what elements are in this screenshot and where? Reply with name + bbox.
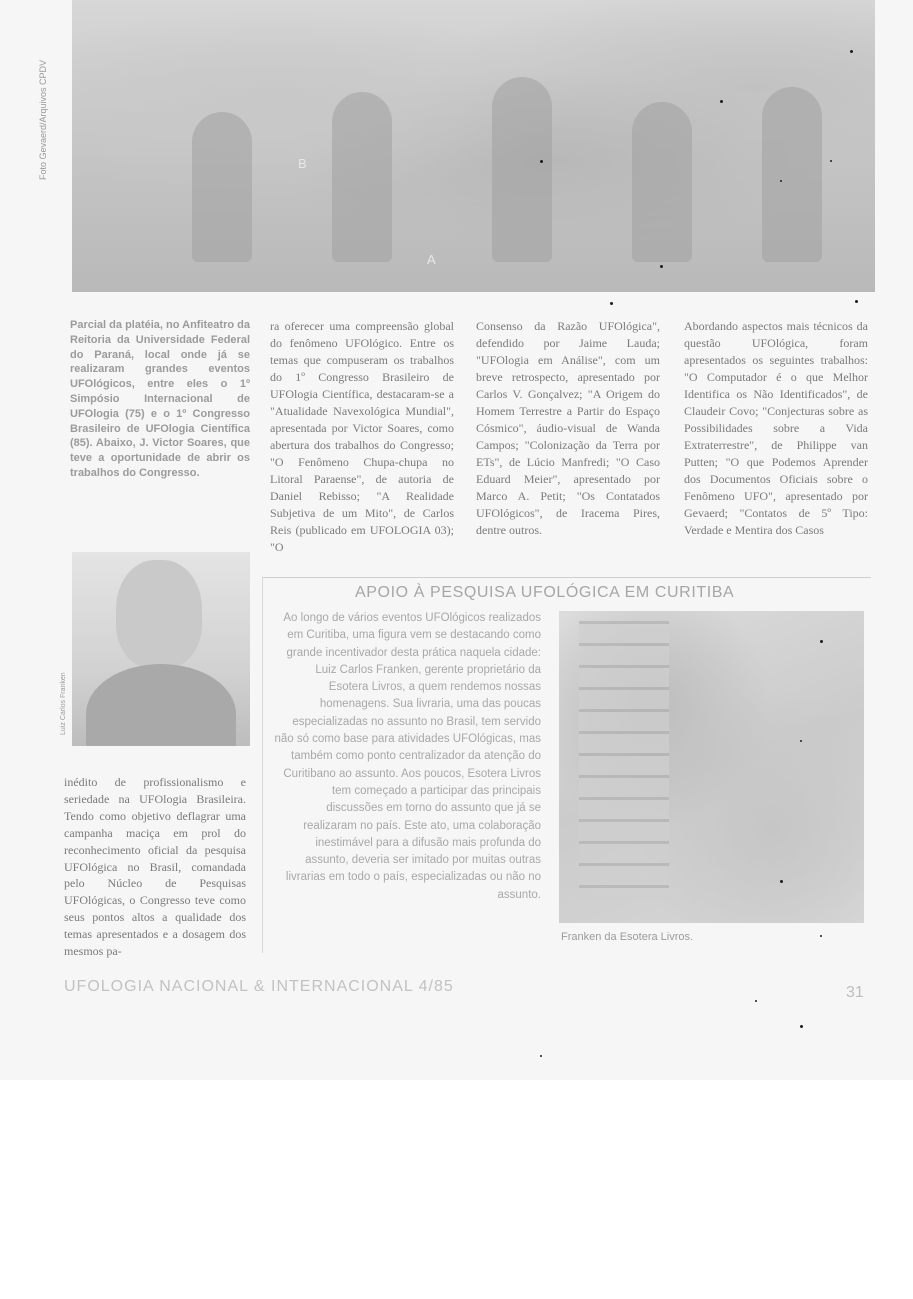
bookstore-photo — [559, 611, 864, 923]
box-title: APOIO À PESQUISA UFOLÓGICA EM CURITIBA — [355, 584, 735, 601]
audience-figure — [632, 102, 692, 262]
portrait-photo — [72, 552, 250, 746]
seat-label-a: A — [427, 252, 436, 267]
bookshelf — [579, 621, 669, 901]
article-column-3: Consenso da Razão UFOlógica", defendido por Jaime Lauda; "UFOlogia em Análise", com um breve retrospecto, apresentado por Carlos V. Gonçalvez; "A Origem do Homem Terrestre a Partir do Espaço Cósmico", áudio-visual de Wanda Campos; "Colonização da Terra por ETs", de Lúcio Manfredi; "O Caso Eduard Meier", apresentado por Marco A. Petit; "Os Contatados UFOlógicos", de Iracema Pires, dentre outros. — [476, 319, 660, 537]
scan-speck — [800, 1025, 803, 1028]
scan-speck — [780, 880, 783, 883]
scan-speck — [820, 935, 822, 937]
portrait-body — [86, 664, 236, 746]
scan-speck — [540, 1055, 542, 1057]
photo-caption: Parcial da platéia, no Anfiteatro da Reitoria da Universidade Federal do Paraná, local onde já se realizaram grandes eventos UFOlógicos, entre eles o 1º Simpósio Internacional de UFOlogia (75) e o 1º Congresso Brasileiro de UFOlogia Científica (85). Abaixo, J. Victor Soares, que teve a oportunidade de abrir os trabalhos do Congresso. — [70, 319, 250, 479]
scan-speck — [780, 180, 782, 182]
portrait-head — [116, 560, 202, 668]
scan-speck — [660, 265, 663, 268]
box-body: Ao longo de vários eventos UFOlógicos realizados em Curitiba, uma figura vem se destacando como grande incentivador desta prática naquela cidade: Luiz Carlos Franken, gerente proprietário da Esotera Livros, a quem rendemos nossas homenagens. Sua livraria, uma das poucas especializadas no assunto no Brasil, tem servido não só como base para atividades UFOlógicas, mas também como ponto centralizador da atenção do Curitibano ao assunto. Aos poucos, Esotera Livros tem começado a participar das principais discussões em torno do assunto que já se realizaram no país. Este ato, uma colaboração inestimável para a difusão mais profunda do assunto, deveria ser imitado por muitas outras livrarias em todo o país, especializadas ou não no assunto. — [274, 612, 541, 901]
audience-figure — [492, 77, 552, 262]
scan-speck — [540, 160, 543, 163]
scan-speck — [755, 1000, 757, 1002]
seat-label-b: B — [298, 156, 307, 171]
scan-speck — [820, 640, 823, 643]
audience-figure — [762, 87, 822, 262]
scan-speck — [830, 160, 832, 162]
scan-speck — [855, 300, 858, 303]
auditorium-photo — [72, 0, 875, 292]
audience-figure — [192, 112, 252, 262]
magazine-footer: UFOLOGIA NACIONAL & INTERNACIONAL 4/85 — [64, 978, 454, 995]
article-lower-left-column: inédito de profissionalismo e seriedade na UFOlogia Brasileira. Tendo como objetivo deflagrar uma campanha maciça em prol do reconhecimento oficial da pesquisa UFOlógica no Brasil, comandada pelo Núcleo de Pesquisas UFOlógicas, o Congresso teve como seus pontos altos a qualidade dos temas apresentados e a dosagem dos mesmos pa- — [64, 775, 246, 959]
photo-credit: Foto Gevaerd/Arquivos CPDV — [38, 59, 48, 180]
scan-speck — [610, 302, 613, 305]
scan-speck — [850, 50, 853, 53]
scan-speck — [800, 740, 802, 742]
sidebar-box — [262, 577, 871, 953]
audience-figure — [332, 92, 392, 262]
page-number: 31 — [846, 984, 864, 1001]
article-column-4: Abordando aspectos mais técnicos da questão UFOlógica, foram apresentados os seguintes trabalhos: "O Computador é o que Melhor Identifica os Não Identificados", de Claudeir Covo; "Conjecturas sobre as Possibilidades sobre a Vida Extraterrestre", de Philippe van Putten; "O que Podemos Aprender dos Documentos Oficiais sobre o Fenômeno UFO", apresentado por Gevaerd; "Contatos de 5º Tipo: Verdade e Mentira dos Casos — [684, 319, 868, 537]
portrait-credit: Luiz Carlos Franken — [60, 672, 67, 735]
article-column-2: ra oferecer uma compreensão global do fenômeno UFOlógico. Entre os temas que compuseram os trabalhos do 1º Congresso Brasileiro de UFOlogia Científica, destacaram-se a "Atualidade Navexológica Mundial", apresentada por Victor Soares, como abertura dos trabalhos do Congresso; "O Fenômeno Chupa-chupa no Litoral Paraense", de autoria de Daniel Rebisso; "A Realidade Subjetiva de um Mito", de Carlos Reis (publicado em UFOLOGIA 03); "O — [270, 319, 454, 554]
scan-speck — [720, 100, 723, 103]
bookstore-photo-caption: Franken da Esotera Livros. — [561, 931, 694, 943]
